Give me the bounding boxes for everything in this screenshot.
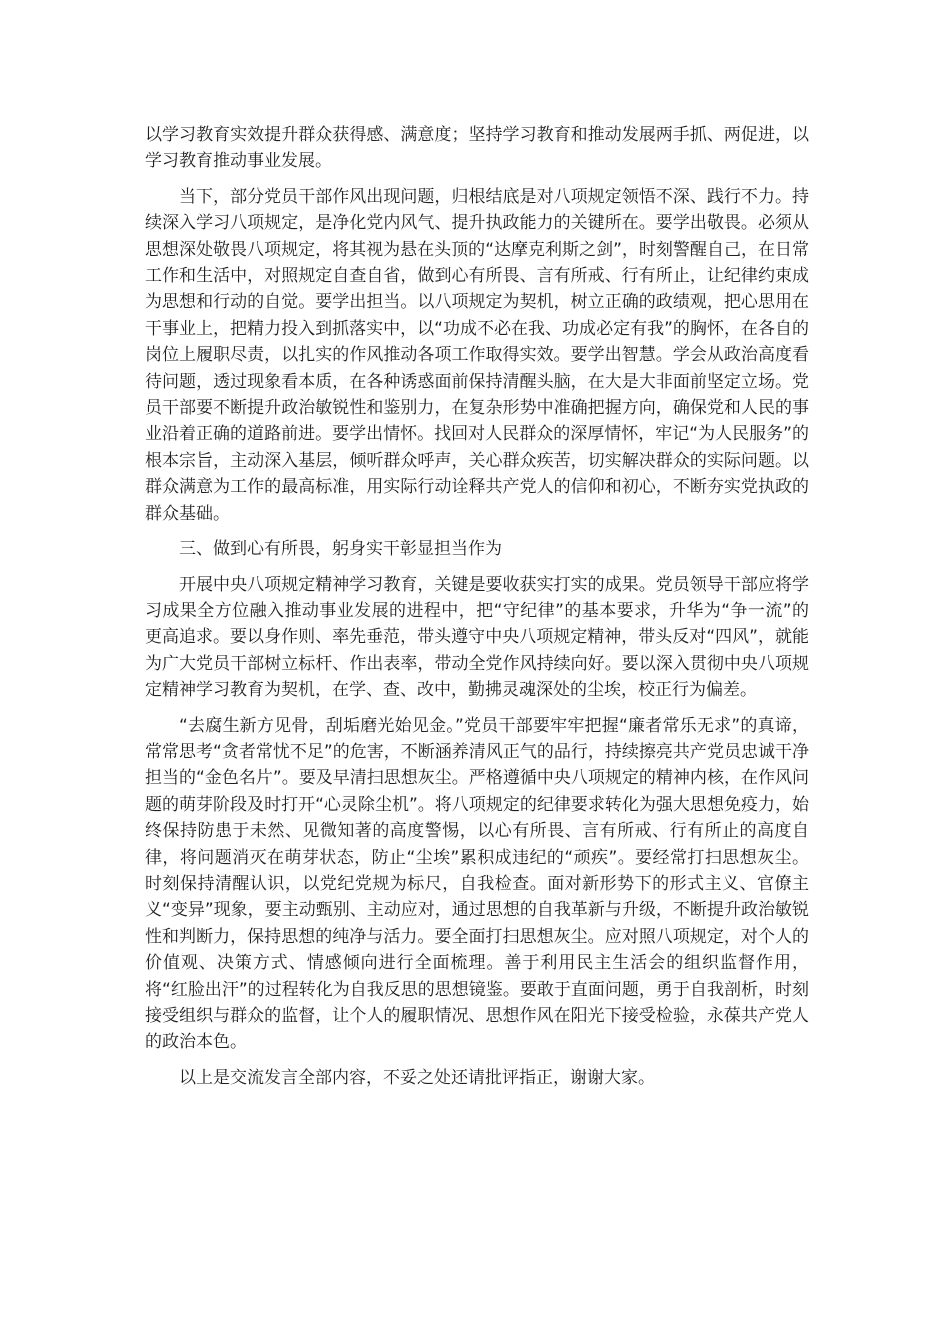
document-body xyxy=(145,122,809,1100)
paragraph-practical-results: 开展中央八项规定精神学习教育，关键是要收获实打实的成果。党员领导干部应将学习成果全方位融入推动事业发展的进程中，把“守纪律”的基本要求，升华为“争一流”的更高追求。要以身作则、率先垂范，带头遵守中央八项规定精神，带头反对“四风”，就能为广大党员干部树立标杆、作出表率，带动全党作风持续向好。要以深入贯彻中央八项规定精神学习教育为契机，在学、查、改中，勤拂灵魂深处的尘埃，校正行为偏差。 xyxy=(145,574,809,701)
section-heading-3: 三、做到心有所畏，躬身实干彰显担当作为 xyxy=(179,539,502,560)
paragraph-continuation: 以学习教育实效提升群众获得感、满意度；坚持学习教育和推动发展两手抓、两促进，以学习教育推动事业发展。 xyxy=(145,125,809,172)
paragraph-clean-thinking: “去腐生新方见骨，刮垢磨光始见金。”党员干部要牢牢把握“廉者常乐无求”的真谛，常常思考“贪者常忧不足”的危害，不断涵养清风正气的品行，持续擦亮共产党员忠诚干净担当的“金色名片”。要及早清扫思想灰尘。严格遵循中央八项规定的精神内核，在作风问题的萌芽阶段及时打开“心灵除尘机”。将八项规定的纪律要求转化为强大思想免疫力，始终保持防患于未然、见微知著的高度警惕，以心有所畏、言有所戒、行有所止的高度自律，将问题消灭在萌芽状态，防止“尘埃”累积成违纪的“顽疾”。要经常打扫思想灰尘。时刻保持清醒认识，以党纪党规为标尺，自我检查。面对新形势下的形式主义、官僚主义“变异”现象，要主动甄别、主动应对，通过思想的自我革新与升级，不断提升政治敏锐性和判断力，保持思想的纯净与活力。要全面打扫思想灰尘。应对照八项规定，对个人的价值观、决策方式、情感倾向进行全面梳理。善于利用民主生活会的组织监督作用，将“红脸出汗”的过程转化为自我反思的思想镜鉴。要敢于直面问题，勇于自我剖析，时刻接受组织与群众的监督，让个人的履职情况、思想作风在阳光下接受检验，永葆共产党人的政治本色。 xyxy=(145,715,809,1053)
paragraph-closing: 以上是交流发言全部内容，不妥之处还请批评指正，谢谢大家。 xyxy=(179,1067,655,1088)
paragraph-study-eight-rules: 当下，部分党员干部作风出现问题，归根结底是对八项规定领悟不深、践行不力。持续深入学习八项规定，是净化党内风气、提升执政能力的关键所在。要学出敬畏。必须从思想深处敬畏八项规定，将其视为悬在头顶的“达摩克利斯之剑”，时刻警醒自己，在日常工作和生活中，对照规定自查自省，做到心有所畏、言有所戒、行有所止，让纪律约束成为思想和行动的自觉。要学出担当。以八项规定为契机，树立正确的政绩观，把心思用在干事业上，把精力投入到抓落实中，以“功成不必在我、功成必定有我”的胸怀，在各自的岗位上履职尽责，以扎实的作风推动各项工作取得实效。要学出智慧。学会从政治高度看待问题，透过现象看本质，在各种诱惑面前保持清醒头脑，在大是大非面前坚定立场。党员干部要不断提升政治敏锐性和鉴别力，在复杂形势中准确把握方向，确保党和人民的事业沿着正确的道路前进。要学出情怀。找回对人民群众的深厚情怀，牢记“为人民服务”的根本宗旨，主动深入基层，倾听群众呼声，关心群众疾苦，切实解决群众的实际问题。以群众满意为工作的最高标准，用实际行动诠释共产党人的信仰和初心，不断夯实党执政的群众基础。 xyxy=(145,186,809,524)
